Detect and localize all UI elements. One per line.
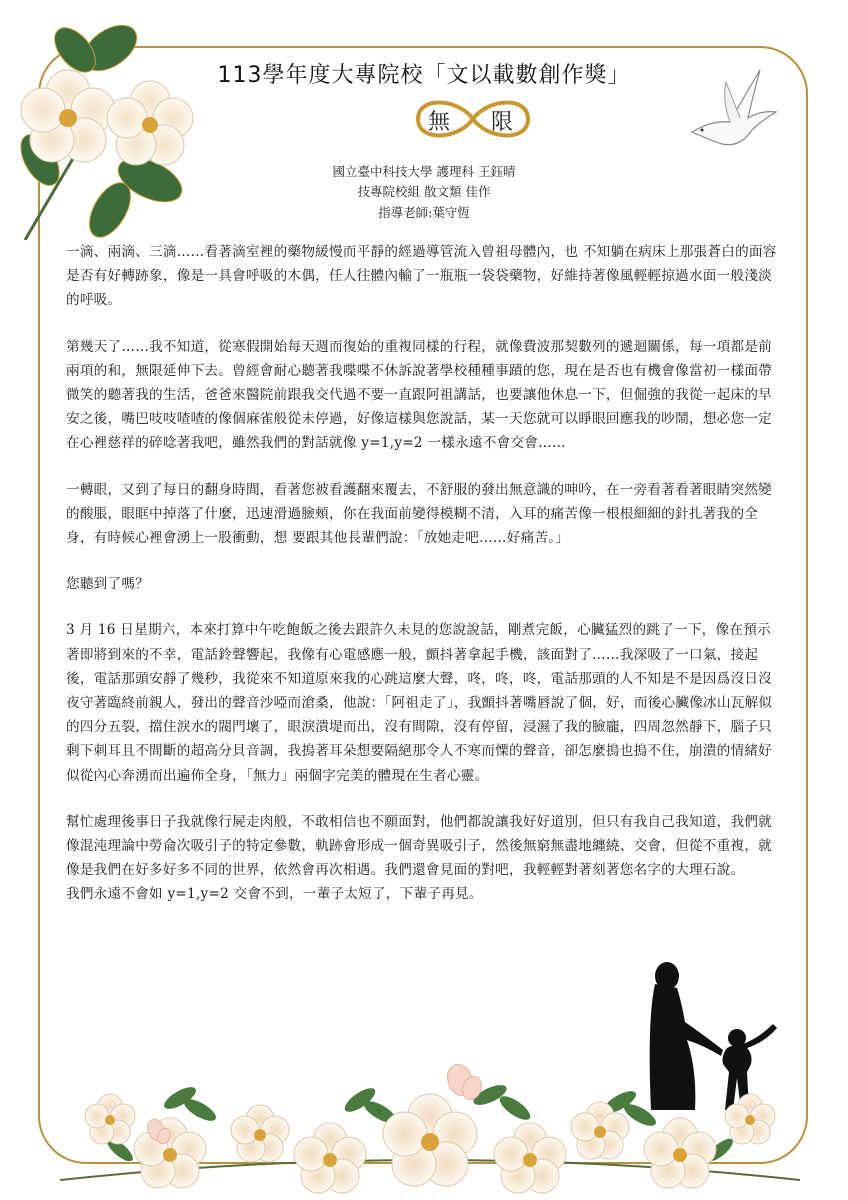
header [0, 58, 848, 89]
page-title: 113學年度大專院校「文以載數創作獎」 [217, 63, 631, 88]
paragraph: 我們永遠不會如 y=1,y=2 交會不到，一輩子太短了，下輩子再見。 [66, 886, 483, 903]
bottom-flower-decoration [60, 1060, 800, 1200]
author-line: 國立臺中科技大學 護理科 王鈺晴 [332, 164, 516, 179]
paragraph: 3 月 16 日星期六，本來打算中午吃飽飯之後去跟許久未見的您說說話，剛煮完飯，心臟猛烈的跳了一下，像在預示著即將到來的不幸，電話鈴聲響起，我像有心電感應一般，顫抖著拿起手機，該面對了……我深吸了一口氣，接起後，電話那頭安靜了幾秒，我從來不知道原來我的心跳這麼大聲，咚，咚，咚，電話那頭的人不知是不是因爲沒日沒夜守著臨終前親人，發出的聲音沙啞而滄桑，他說：「阿祖走了」，我顫抖著嘴唇說了個，好，而後心臟像冰山瓦解似的四分五裂，擋住淚水的閥門壞了，眼淚潰堤而出，沒有間隙，沒有停留，浸濕了我的臉龐，四周忽然靜下，腦子只剩下刺耳且不間斷的超高分貝音調，我摀著耳朵想要隔絕那令人不寒而慄的聲音，卻怎麼摀也摀不住，崩潰的情緒好似從內心奔湧而出遍佈全身，「無力」兩個字完美的體現在生者心靈。 [66, 622, 773, 784]
paragraph: 幫忙處理後事日子我就像行屍走肉般，不敢相信也不願面對，他們都說讓我好好道別，但只有我自己我知道，我們就像混沌理論中勞侖次吸引子的特定參數，軌跡會形成一個奇異吸引子，然後無窮無盡地纏繞、交會，但從不重複，就像是我們在好多好多不同的世界，依然會再次相遇。我們還會見面的對吧，我輕輕對著刻著您名字的大理石說。 [66, 813, 773, 879]
paragraph: 一滴、兩滴、三滴……看著滴室裡的藥物緩慢而平靜的經過導管流入曾祖母體內，也 不知躺在病床上那張蒼白的面容是否有好轉跡象，像是一具會呼吸的木偶，任人往體內輸了一瓶瓶一袋袋藥物，好維持著像風輕輕掠過水面一般淺淡的呼吸。 [66, 244, 777, 309]
essay-body [66, 240, 784, 929]
paragraph: 一轉眼，又到了每日的翻身時間，看著您被看護翻來覆去，不舒服的發出無意識的呻吟，在一旁看著看著眼睛突然變的酸脹，眼眶中掉落了什麼，迅速滑過臉頰，你在我面前變得模糊不清，入耳的痛苦像一根根細細的針扎著我的全身，有時候心裡會湧上一股衝動，想 要跟其他長輩們說：「放她走吧……好痛苦。」 [66, 481, 773, 547]
infinity-logo-right-char: 限 [491, 110, 514, 135]
paragraph: 您聽到了嗎？ [66, 576, 150, 593]
paragraph: 第幾天了……我不知道，從寒假開始每天週而復始的重複同樣的行程，就像費波那契數列的遞迴關係，每一項都是前兩項的和，無限延伸下去。曾經會耐心聽著我喋喋不休訴說著學校種種事蹟的您，現在是否也有機會像當初一樣面帶微笑的聽著我的生活，爸爸來醫院前跟我交代過不要一直跟阿祖講話，也要讓他休息一下，但倔強的我從一起床的早安之後，嘴巴吱吱喳喳的像個麻雀般從未停過，好像這樣與您說話，某一天您就可以睜眼回應我的吵鬧，想必您一定在心裡慈祥的碎唸著我吧，雖然我們的對話就像 y=1,y=2 一樣永遠不會交會…… [66, 338, 773, 452]
infinity-logo-left-char: 無 [428, 110, 451, 135]
teacher-line: 指導老師:葉守恆 [378, 205, 470, 220]
category-line: 技專院校組 散文類 佳作 [357, 184, 491, 199]
